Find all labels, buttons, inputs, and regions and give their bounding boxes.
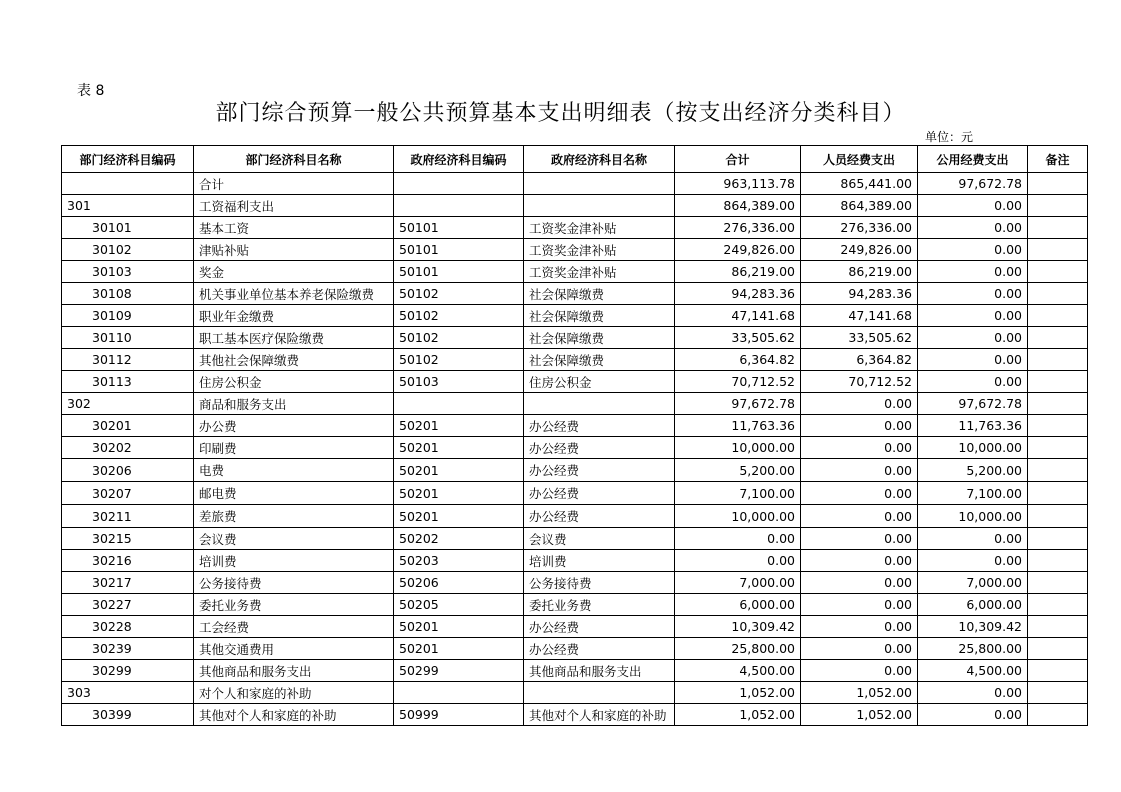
cell-gov-name	[524, 682, 675, 704]
header-gov-code: 政府经济科目编码	[394, 146, 524, 173]
cell-note	[1028, 638, 1088, 660]
table-row	[62, 594, 1088, 616]
cell-gov-code	[394, 173, 524, 195]
cell-public: 0.00	[918, 371, 1028, 393]
cell-total: 94,283.36	[675, 283, 801, 305]
cell-total: 10,000.00	[675, 437, 801, 459]
table-row	[62, 660, 1088, 682]
cell-dept-name: 其他交通费用	[194, 638, 394, 660]
cell-public: 0.00	[918, 327, 1028, 349]
cell-total: 10,000.00	[675, 505, 801, 528]
cell-dept-code: 30299	[62, 660, 194, 682]
table-row	[62, 638, 1088, 660]
cell-gov-code: 50201	[394, 638, 524, 660]
cell-gov-code	[394, 393, 524, 415]
header-dept-name: 部门经济科目名称	[194, 146, 394, 173]
cell-dept-name: 工会经费	[194, 616, 394, 638]
cell-total: 6,364.82	[675, 349, 801, 371]
table-row	[62, 459, 1088, 482]
cell-public: 0.00	[918, 682, 1028, 704]
cell-dept-name: 津贴补贴	[194, 239, 394, 261]
cell-dept-name: 邮电费	[194, 482, 394, 505]
cell-dept-code: 302	[62, 393, 194, 415]
table-row	[62, 704, 1088, 726]
cell-dept-name: 基本工资	[194, 217, 394, 239]
cell-dept-code: 30211	[62, 505, 194, 528]
table-row	[62, 437, 1088, 459]
cell-total: 10,309.42	[675, 616, 801, 638]
cell-dept-name: 办公费	[194, 415, 394, 437]
cell-total: 4,500.00	[675, 660, 801, 682]
cell-personnel: 0.00	[801, 415, 918, 437]
table-row	[62, 415, 1088, 437]
cell-public: 11,763.36	[918, 415, 1028, 437]
cell-total: 0.00	[675, 550, 801, 572]
cell-public: 10,000.00	[918, 437, 1028, 459]
cell-gov-name: 社会保障缴费	[524, 349, 675, 371]
cell-dept-code: 30206	[62, 459, 194, 482]
cell-note	[1028, 616, 1088, 638]
table-row	[62, 682, 1088, 704]
cell-note	[1028, 482, 1088, 505]
cell-total: 6,000.00	[675, 594, 801, 616]
cell-gov-name: 办公经费	[524, 459, 675, 482]
cell-personnel: 0.00	[801, 437, 918, 459]
cell-gov-code	[394, 682, 524, 704]
cell-gov-name: 办公经费	[524, 505, 675, 528]
cell-gov-name	[524, 393, 675, 415]
cell-gov-name: 社会保障缴费	[524, 283, 675, 305]
header-note: 备注	[1028, 146, 1088, 173]
cell-dept-code: 30113	[62, 371, 194, 393]
cell-total: 5,200.00	[675, 459, 801, 482]
cell-dept-code: 30228	[62, 616, 194, 638]
table-number: 表 8	[77, 83, 105, 99]
cell-public: 7,000.00	[918, 572, 1028, 594]
cell-gov-name: 办公经费	[524, 616, 675, 638]
cell-gov-name: 公务接待费	[524, 572, 675, 594]
cell-note	[1028, 261, 1088, 283]
cell-gov-name	[524, 173, 675, 195]
cell-dept-code: 30201	[62, 415, 194, 437]
cell-total: 276,336.00	[675, 217, 801, 239]
cell-total: 33,505.62	[675, 327, 801, 349]
cell-dept-code: 303	[62, 682, 194, 704]
cell-gov-code: 50205	[394, 594, 524, 616]
header-gov-name: 政府经济科目名称	[524, 146, 675, 173]
cell-personnel: 33,505.62	[801, 327, 918, 349]
cell-gov-code: 50102	[394, 305, 524, 327]
cell-dept-name: 住房公积金	[194, 371, 394, 393]
cell-gov-code: 50101	[394, 217, 524, 239]
cell-dept-name: 机关事业单位基本养老保险缴费	[194, 283, 394, 305]
cell-dept-name: 电费	[194, 459, 394, 482]
cell-note	[1028, 459, 1088, 482]
cell-public: 0.00	[918, 195, 1028, 217]
cell-total: 1,052.00	[675, 704, 801, 726]
cell-gov-code: 50202	[394, 528, 524, 550]
cell-total: 7,000.00	[675, 572, 801, 594]
cell-gov-name: 其他对个人和家庭的补助	[524, 704, 675, 726]
cell-gov-name: 住房公积金	[524, 371, 675, 393]
cell-note	[1028, 173, 1088, 195]
cell-total: 249,826.00	[675, 239, 801, 261]
cell-dept-name: 职工基本医疗保险缴费	[194, 327, 394, 349]
cell-gov-name: 办公经费	[524, 482, 675, 505]
cell-dept-code: 30101	[62, 217, 194, 239]
table-row	[62, 261, 1088, 283]
cell-public: 97,672.78	[918, 173, 1028, 195]
cell-note	[1028, 239, 1088, 261]
cell-dept-code: 301	[62, 195, 194, 217]
cell-public: 10,000.00	[918, 505, 1028, 528]
cell-dept-name: 公务接待费	[194, 572, 394, 594]
cell-personnel: 0.00	[801, 572, 918, 594]
cell-gov-name: 办公经费	[524, 415, 675, 437]
cell-personnel: 0.00	[801, 638, 918, 660]
cell-total: 963,113.78	[675, 173, 801, 195]
table-row	[62, 616, 1088, 638]
cell-personnel: 276,336.00	[801, 217, 918, 239]
cell-public: 5,200.00	[918, 459, 1028, 482]
cell-note	[1028, 393, 1088, 415]
cell-personnel: 864,389.00	[801, 195, 918, 217]
cell-gov-code: 50201	[394, 505, 524, 528]
cell-total: 70,712.52	[675, 371, 801, 393]
table-row	[62, 283, 1088, 305]
cell-personnel: 0.00	[801, 660, 918, 682]
cell-dept-name: 其他商品和服务支出	[194, 660, 394, 682]
header-public: 公用经费支出	[918, 146, 1028, 173]
cell-gov-name: 工资奖金津补贴	[524, 217, 675, 239]
cell-dept-name: 委托业务费	[194, 594, 394, 616]
cell-personnel: 47,141.68	[801, 305, 918, 327]
cell-public: 6,000.00	[918, 594, 1028, 616]
cell-gov-code: 50102	[394, 349, 524, 371]
cell-dept-code: 30207	[62, 482, 194, 505]
cell-dept-code: 30227	[62, 594, 194, 616]
cell-gov-code: 50201	[394, 482, 524, 505]
cell-gov-code: 50299	[394, 660, 524, 682]
cell-personnel: 94,283.36	[801, 283, 918, 305]
cell-note	[1028, 283, 1088, 305]
table-row	[62, 239, 1088, 261]
cell-public: 25,800.00	[918, 638, 1028, 660]
cell-total: 864,389.00	[675, 195, 801, 217]
cell-note	[1028, 660, 1088, 682]
cell-note	[1028, 415, 1088, 437]
cell-public: 97,672.78	[918, 393, 1028, 415]
cell-dept-code: 30217	[62, 572, 194, 594]
cell-public: 0.00	[918, 217, 1028, 239]
cell-dept-code: 30215	[62, 528, 194, 550]
cell-gov-code: 50201	[394, 437, 524, 459]
cell-dept-code: 30216	[62, 550, 194, 572]
cell-dept-code: 30109	[62, 305, 194, 327]
cell-note	[1028, 437, 1088, 459]
cell-gov-name: 办公经费	[524, 638, 675, 660]
cell-dept-name: 其他社会保障缴费	[194, 349, 394, 371]
cell-dept-name: 印刷费	[194, 437, 394, 459]
cell-note	[1028, 528, 1088, 550]
page-title: 部门综合预算一般公共预算基本支出明细表（按支出经济分类科目）	[215, 101, 906, 126]
cell-note	[1028, 572, 1088, 594]
cell-public: 4,500.00	[918, 660, 1028, 682]
table-row	[62, 572, 1088, 594]
table-row	[62, 195, 1088, 217]
cell-note	[1028, 550, 1088, 572]
cell-dept-name: 对个人和家庭的补助	[194, 682, 394, 704]
cell-personnel: 0.00	[801, 482, 918, 505]
cell-dept-name: 培训费	[194, 550, 394, 572]
table-row	[62, 482, 1088, 505]
table-row	[62, 327, 1088, 349]
cell-personnel: 0.00	[801, 594, 918, 616]
cell-gov-code: 50103	[394, 371, 524, 393]
cell-dept-name: 奖金	[194, 261, 394, 283]
unit-label: 单位：元	[925, 130, 974, 144]
cell-gov-name: 培训费	[524, 550, 675, 572]
cell-public: 0.00	[918, 261, 1028, 283]
expenditure-table	[61, 145, 1088, 726]
table-row	[62, 217, 1088, 239]
cell-personnel: 6,364.82	[801, 349, 918, 371]
cell-total: 86,219.00	[675, 261, 801, 283]
cell-dept-name: 会议费	[194, 528, 394, 550]
cell-public: 0.00	[918, 305, 1028, 327]
cell-note	[1028, 327, 1088, 349]
cell-gov-code: 50101	[394, 239, 524, 261]
cell-dept-code: 30103	[62, 261, 194, 283]
cell-personnel: 0.00	[801, 459, 918, 482]
cell-dept-code: 30239	[62, 638, 194, 660]
cell-dept-code: 30102	[62, 239, 194, 261]
cell-gov-code: 50201	[394, 459, 524, 482]
cell-gov-code: 50201	[394, 616, 524, 638]
cell-dept-code: 30108	[62, 283, 194, 305]
cell-note	[1028, 349, 1088, 371]
cell-dept-code	[62, 173, 194, 195]
cell-gov-name: 社会保障缴费	[524, 327, 675, 349]
cell-public: 0.00	[918, 528, 1028, 550]
cell-gov-name: 委托业务费	[524, 594, 675, 616]
cell-gov-name: 会议费	[524, 528, 675, 550]
cell-public: 10,309.42	[918, 616, 1028, 638]
cell-public: 0.00	[918, 550, 1028, 572]
cell-gov-code: 50201	[394, 415, 524, 437]
cell-personnel: 1,052.00	[801, 704, 918, 726]
table-row	[62, 505, 1088, 528]
table-header-row	[62, 146, 1088, 173]
cell-dept-name: 职业年金缴费	[194, 305, 394, 327]
cell-total: 7,100.00	[675, 482, 801, 505]
header-dept-code: 部门经济科目编码	[62, 146, 194, 173]
cell-public: 0.00	[918, 349, 1028, 371]
cell-public: 0.00	[918, 283, 1028, 305]
cell-gov-name: 办公经费	[524, 437, 675, 459]
cell-personnel: 0.00	[801, 393, 918, 415]
cell-gov-name	[524, 195, 675, 217]
cell-personnel: 86,219.00	[801, 261, 918, 283]
cell-note	[1028, 217, 1088, 239]
cell-note	[1028, 505, 1088, 528]
cell-gov-code: 50203	[394, 550, 524, 572]
cell-gov-code	[394, 195, 524, 217]
cell-gov-code: 50101	[394, 261, 524, 283]
cell-dept-name: 商品和服务支出	[194, 393, 394, 415]
cell-gov-code: 50102	[394, 327, 524, 349]
cell-note	[1028, 594, 1088, 616]
cell-total: 11,763.36	[675, 415, 801, 437]
cell-dept-name: 工资福利支出	[194, 195, 394, 217]
cell-gov-code: 50206	[394, 572, 524, 594]
cell-total: 0.00	[675, 528, 801, 550]
table-row	[62, 173, 1088, 195]
cell-public: 7,100.00	[918, 482, 1028, 505]
cell-gov-name: 工资奖金津补贴	[524, 261, 675, 283]
cell-total: 1,052.00	[675, 682, 801, 704]
cell-gov-code: 50102	[394, 283, 524, 305]
cell-dept-name: 合计	[194, 173, 394, 195]
cell-gov-name: 其他商品和服务支出	[524, 660, 675, 682]
cell-note	[1028, 305, 1088, 327]
header-total: 合计	[675, 146, 801, 173]
table-row	[62, 528, 1088, 550]
header-personnel: 人员经费支出	[801, 146, 918, 173]
table-row	[62, 349, 1088, 371]
cell-personnel: 1,052.00	[801, 682, 918, 704]
cell-dept-name: 差旅费	[194, 505, 394, 528]
cell-personnel: 0.00	[801, 550, 918, 572]
cell-public: 0.00	[918, 239, 1028, 261]
cell-personnel: 0.00	[801, 505, 918, 528]
cell-total: 47,141.68	[675, 305, 801, 327]
cell-note	[1028, 682, 1088, 704]
cell-dept-code: 30399	[62, 704, 194, 726]
cell-total: 25,800.00	[675, 638, 801, 660]
cell-gov-name: 社会保障缴费	[524, 305, 675, 327]
cell-personnel: 70,712.52	[801, 371, 918, 393]
cell-dept-name: 其他对个人和家庭的补助	[194, 704, 394, 726]
cell-gov-name: 工资奖金津补贴	[524, 239, 675, 261]
cell-personnel: 249,826.00	[801, 239, 918, 261]
table-row	[62, 371, 1088, 393]
cell-dept-code: 30202	[62, 437, 194, 459]
table-row	[62, 550, 1088, 572]
cell-personnel: 0.00	[801, 528, 918, 550]
cell-total: 97,672.78	[675, 393, 801, 415]
cell-note	[1028, 371, 1088, 393]
table-row	[62, 393, 1088, 415]
cell-gov-code: 50999	[394, 704, 524, 726]
table-row	[62, 305, 1088, 327]
cell-public: 0.00	[918, 704, 1028, 726]
cell-dept-code: 30110	[62, 327, 194, 349]
cell-note	[1028, 195, 1088, 217]
cell-note	[1028, 704, 1088, 726]
cell-personnel: 865,441.00	[801, 173, 918, 195]
cell-dept-code: 30112	[62, 349, 194, 371]
cell-personnel: 0.00	[801, 616, 918, 638]
